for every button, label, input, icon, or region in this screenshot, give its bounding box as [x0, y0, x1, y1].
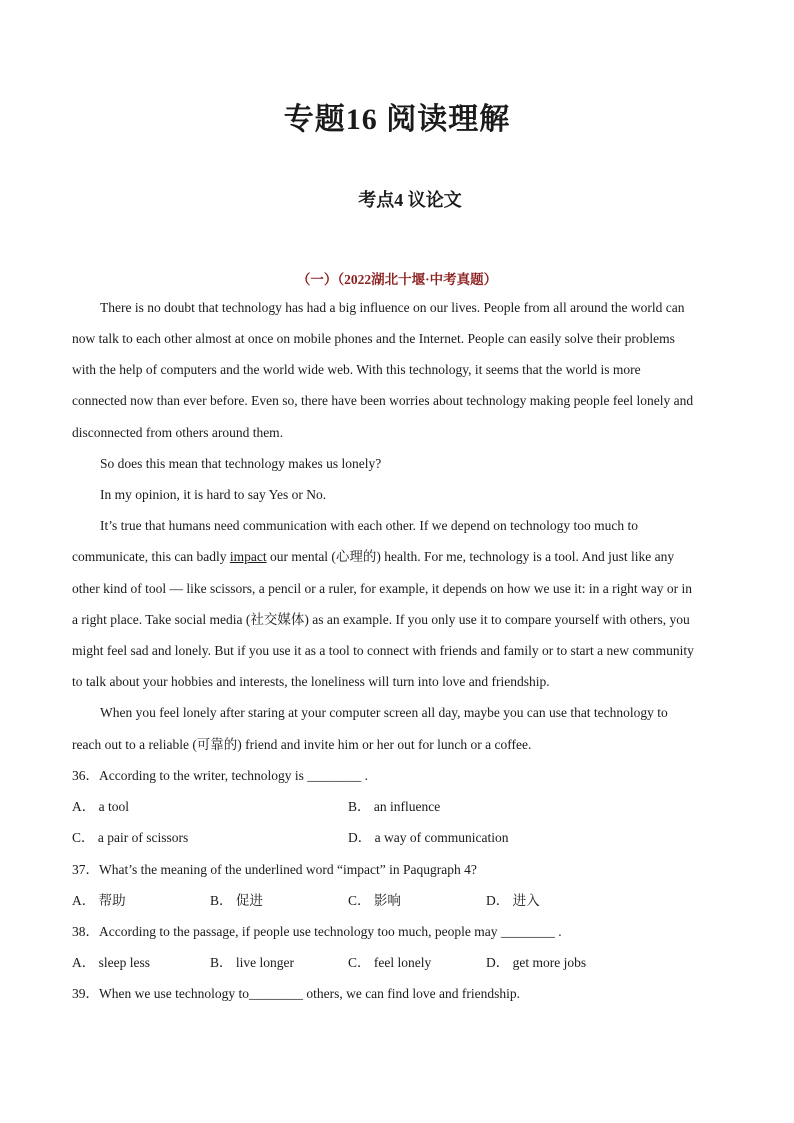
passage-line: now talk to each other almost at once on mobile phones and the Internet. People can easily solve their problems — [72, 331, 675, 346]
question-stem: 37．What’s the meaning of the underlined word “impact” in Paqugraph 4? — [72, 862, 477, 877]
passage-source: （一）（2022湖北十堰·中考真题） — [296, 272, 498, 287]
question-stem: 36．According to the writer, technology is ________ . — [72, 768, 369, 783]
passage-line: disconnected from others around them. — [72, 425, 284, 440]
question-stem: 39．When we use technology to________ others, we can find love and friendship. — [72, 986, 521, 1001]
passage-line: There is no doubt that technology has had a big influence on our lives. People from all around the world can — [100, 300, 685, 315]
passage-line: reach out to a reliable (可靠的) friend and invite him or her out for lunch or a coffee. — [72, 737, 532, 752]
passage-line: a right place. Take social media (社交媒体) as an example. If you only use it to compare yourself with others, you — [72, 612, 690, 627]
passage-line: connected now than ever before. Even so, there have been worries about technology making people feel lonely and — [72, 393, 694, 408]
answer-option: D． a way of communication — [348, 830, 509, 845]
passage-line: to talk about your hobbies and interests, the loneliness will turn into love and friendship. — [72, 674, 550, 689]
answer-option: A． sleep less — [72, 955, 150, 970]
passage-line: In my opinion, it is hard to say Yes or No. — [100, 487, 327, 502]
answer-option: C． 影响 — [348, 893, 401, 908]
answer-option: B． an influence — [348, 799, 441, 814]
answer-option: B． 促进 — [210, 893, 263, 908]
passage-line: So does this mean that technology makes us lonely? — [100, 456, 382, 471]
answer-option: C． a pair of scissors — [72, 830, 189, 845]
text-segment: our mental (心理的) health. For me, technology is a tool. And just like any — [266, 549, 675, 564]
passage-line: might feel sad and lonely. But if you use it as a tool to connect with friends and family or to start a new community — [72, 643, 694, 658]
passage-line-impact — [72, 547, 674, 567]
question-stem: 38．According to the passage, if people use technology too much, people may ________ . — [72, 924, 562, 939]
answer-option: A． 帮助 — [72, 893, 126, 908]
section-subtitle: 考点4 议论文 — [358, 190, 462, 210]
page-title: 专题16 阅读理解 — [283, 103, 511, 136]
passage-line: When you feel lonely after staring at your computer screen all day, maybe you can use that technology to — [100, 705, 668, 720]
underlined-word: impact — [229, 549, 267, 564]
answer-option: D． 进入 — [486, 893, 540, 908]
text-segment: communicate, this can badly — [72, 549, 230, 564]
answer-option: C． feel lonely — [348, 955, 432, 970]
passage-line: other kind of tool — like scissors, a pencil or a ruler, for example, it depends on how we use it: in a right way or in — [72, 581, 692, 596]
passage-line: with the help of computers and the world wide web. With this technology, it seems that the world is more — [72, 362, 641, 377]
answer-option: D． get more jobs — [486, 955, 587, 970]
passage-line: It’s true that humans need communication with each other. If we depend on technology too much to — [100, 518, 638, 533]
answer-option: A． a tool — [72, 799, 129, 814]
answer-option: B． live longer — [210, 955, 294, 970]
